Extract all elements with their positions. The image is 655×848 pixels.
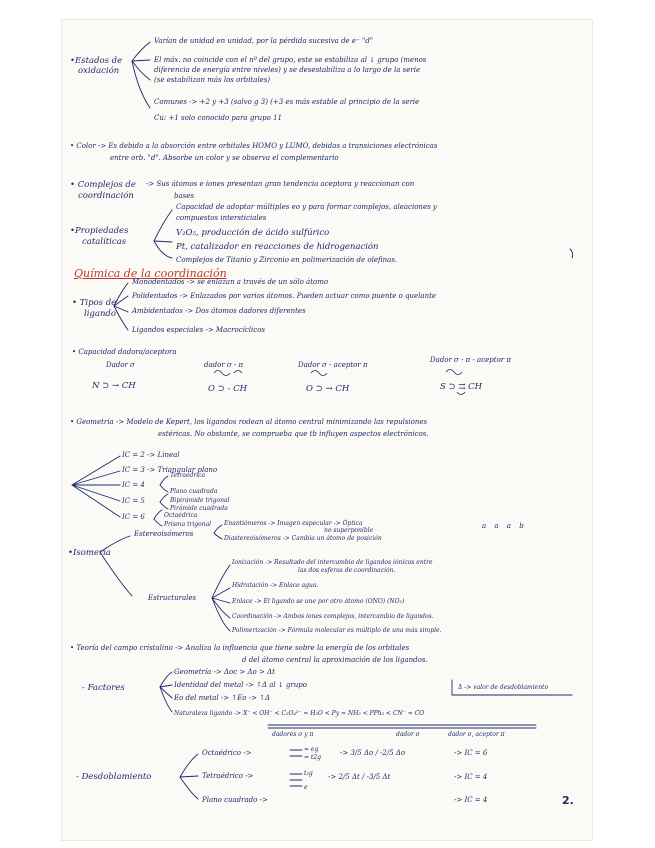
capacidad-h1: Dador σ — [106, 361, 135, 369]
desdob-oct-val: -> 3/5 Δo / -2/5 Δo — [340, 749, 406, 757]
ligandos-line-1: Monodentados -> se enlazan a través de un sólo átomo — [132, 278, 329, 286]
capacidad-h4: Dador σ - π - aceptor π — [430, 356, 511, 364]
complejos-line-1: -> Sus átomos e iones presentan gran tendencia aceptora y reaccionan con — [146, 180, 415, 188]
geometria-ic6-b: Prisma trigonal — [164, 521, 212, 528]
geometria-ic-6: IC = 6 — [122, 513, 145, 521]
desdob-oct-ic: -> IC = 6 — [454, 749, 488, 757]
isomeria-letters: a a a b — [482, 522, 527, 530]
capacidad-ex3: O ⊃ → CH — [306, 384, 350, 394]
isomeria-s2: Hidratación -> Enlace agua. — [232, 582, 319, 589]
capacidad-ex2: O ⊃ - CH — [208, 384, 247, 394]
isomeria-s3: Enlace -> El ligando se une por otro átomo (ONO) (NO₂) — [232, 598, 405, 605]
tcc-line-2: d del átomo central la aproximación de los ligandos. — [242, 656, 428, 664]
props-line-2: compuestos intersticiales — [176, 214, 267, 222]
tcc-line-1: • Teoría del campo cristalino -> Analiza la influencia que tiene sobre la energía de los orbitales — [70, 644, 410, 652]
capacidad-ex4: S ⊃ ⇉ CH — [440, 382, 483, 392]
ligandos-line-4: Ligandos especiales -> Macrocíclicos — [132, 326, 266, 334]
geometria-ic5-b: Pirámide cuadrada — [170, 505, 228, 512]
color-line-2: entre orb. "d". Absorbe un color y se observa el complementario — [110, 154, 339, 162]
props-line-4: Pt, catalizador en reacciones de hidrogenación — [176, 242, 379, 252]
page-number: 2. — [562, 794, 574, 807]
desdoblamiento-label: - Desdoblamiento — [76, 772, 152, 782]
capacidad-h3: Dador σ - aceptor π — [298, 361, 368, 369]
ligandos-label-1: • Tipos de — [72, 298, 117, 308]
oxid-label-1: •Estados de — [70, 56, 123, 66]
geometria-ic-2: IC = 2 -> Lineal — [122, 451, 180, 459]
color-line-1: • Color -> Es debido a la absorción entre orbitales HOMO y LUMO, debidas a transiciones electrónicas — [70, 142, 438, 150]
desdob-oct-eg: = eg — [304, 746, 319, 753]
isomeria-s1a: Ionización -> Resultado del intercambio de ligandos iónicos entre — [232, 559, 433, 566]
factores-note: Δ -> valor de desdoblamiento — [458, 684, 549, 691]
capacidad-title: • Capacidad dadora/aceptora — [72, 348, 177, 356]
complejos-line-2: bases — [174, 192, 194, 200]
geometria-ic-5: IC = 5 — [122, 497, 145, 505]
factores-f4a: dadores σ y π — [272, 731, 314, 738]
oxid-label-2: oxidación — [78, 66, 120, 76]
desdob-tet-val: -> 2/5 Δt / -3/5 Δt — [328, 773, 391, 781]
oxid-line-1: Varían de unidad en unidad, por la pérdida sucesiva de e⁻ "d" — [154, 37, 373, 45]
factores-f1: Geometría -> Δoc > Δo > Δt — [174, 668, 275, 676]
factores-label: - Factores — [82, 683, 125, 693]
desdob-plano-ic: -> IC = 4 — [454, 796, 488, 804]
factores-f3: Eo del metal -> ↑Eo -> ↑Δ — [174, 694, 271, 702]
ligandos-line-2: Polidentados -> Enlazados por varios átomos. Pueden actuar como puente o quelante — [132, 292, 437, 300]
complejos-label-2: coordinación — [78, 191, 134, 201]
isomeria-estructurales: Estructurales — [148, 594, 197, 602]
geometria-ic4-a: Tetraédrica — [170, 472, 206, 479]
geometria-ic6-a: Octaédrica — [164, 512, 198, 519]
desdob-plano-label: Plano cuadrado -> — [202, 796, 268, 804]
props-line-5: Complejos de Titanio y Zirconio en polimerización de olefinas. — [176, 256, 398, 264]
desdob-tet-t2: t₂g — [304, 770, 313, 777]
geometria-ic4-b: Plano cuadrada — [170, 488, 218, 495]
desdob-tet-label: Tetraédrico -> — [202, 772, 254, 780]
oxid-line-4: (se estabilizan más los orbitales) — [154, 76, 271, 84]
section-title: Química de la coordinación — [74, 267, 227, 280]
oxid-line-6: Cu: +1 solo conocido para grupo 11 — [154, 114, 282, 122]
props-line-1: Capacidad de adoptar múltiples eo y para formar complejos, aleaciones y — [176, 203, 437, 211]
capacidad-h2: dador σ - π — [204, 361, 244, 369]
factores-f4b: dador σ — [396, 731, 420, 738]
capacidad-ex1: N ⊃ → CH — [92, 381, 136, 391]
complejos-label-1: • Complejos de — [70, 180, 136, 190]
oxid-line-2: El máx. no coincide con el nº del grupo, este se estabiliza al ↓ grupo (menos — [154, 56, 427, 64]
isomeria-s4: Coordinación -> Ambos iones complejos, intercambio de ligandos. — [232, 613, 434, 620]
ligandos-line-3: Ambidentados -> Dos átomos dadores diferentes — [132, 307, 306, 315]
oxid-line-3: diferencia de energía entre niveles) y se desestabiliza a lo largo de la serie — [154, 66, 421, 74]
geometria-line-1: • Geometría -> Modelo de Kepert, los ligandos rodean al átomo central minimizando las repulsiones — [70, 418, 428, 426]
props-label-2: catalíticas — [82, 237, 127, 247]
geometria-ic-4: IC = 4 — [122, 481, 145, 489]
isomeria-label: •Isomería — [68, 548, 111, 558]
geometria-line-2: estéricas. No obstante, se comprueba que tb influyen aspectos electrónicos. — [158, 430, 429, 438]
isomeria-est-1: Enantiómeros -> Imagen especular -> Óptica — [224, 520, 363, 527]
desdob-oct-label: Octaédrico -> — [202, 749, 252, 757]
geometria-ic5-a: Bipirámide trigonal — [170, 497, 230, 504]
factores-f2: Identidad del metal -> ↑Δ al ↓ grupo — [174, 681, 307, 689]
props-line-3: V₂O₅, producción de ácido sulfúrico — [176, 228, 330, 238]
factores-f4c: dador σ, aceptor π — [448, 731, 505, 738]
isomeria-est-1b: no superponible — [324, 527, 374, 534]
isomeria-s5: Polimerización -> Fórmula molecular es múltiplo de una más simple. — [232, 627, 442, 634]
desdob-tet-ic: -> IC = 4 — [454, 773, 488, 781]
notebook-page — [62, 20, 592, 840]
oxid-line-5: Comunes -> +2 y +3 (salvo g 3) (+3 es más estable al principio de la serie — [154, 98, 420, 106]
desdob-oct-t2g: = t2g — [304, 754, 322, 761]
desdob-tet-e: e — [304, 784, 308, 791]
isomeria-s1b: las dos esferas de coordinación. — [298, 567, 396, 574]
isomeria-estereo: Estereoisómeros — [134, 530, 194, 538]
props-label-1: •Propiedades — [70, 226, 129, 236]
geometria-ic-3: IC = 3 -> Triangular plano — [122, 466, 218, 474]
factores-f4: Naturaleza ligando -> X⁻ < OH⁻ < C₂O₄²⁻ ≈ H₂O < Py ≈ NH₃ < PPh₃ < CN⁻ ≈ CO — [174, 710, 425, 717]
isomeria-est-2: Diastereoisómeros -> Cambia un átomo de posición — [224, 535, 382, 542]
ligandos-label-2: ligando — [84, 309, 116, 319]
